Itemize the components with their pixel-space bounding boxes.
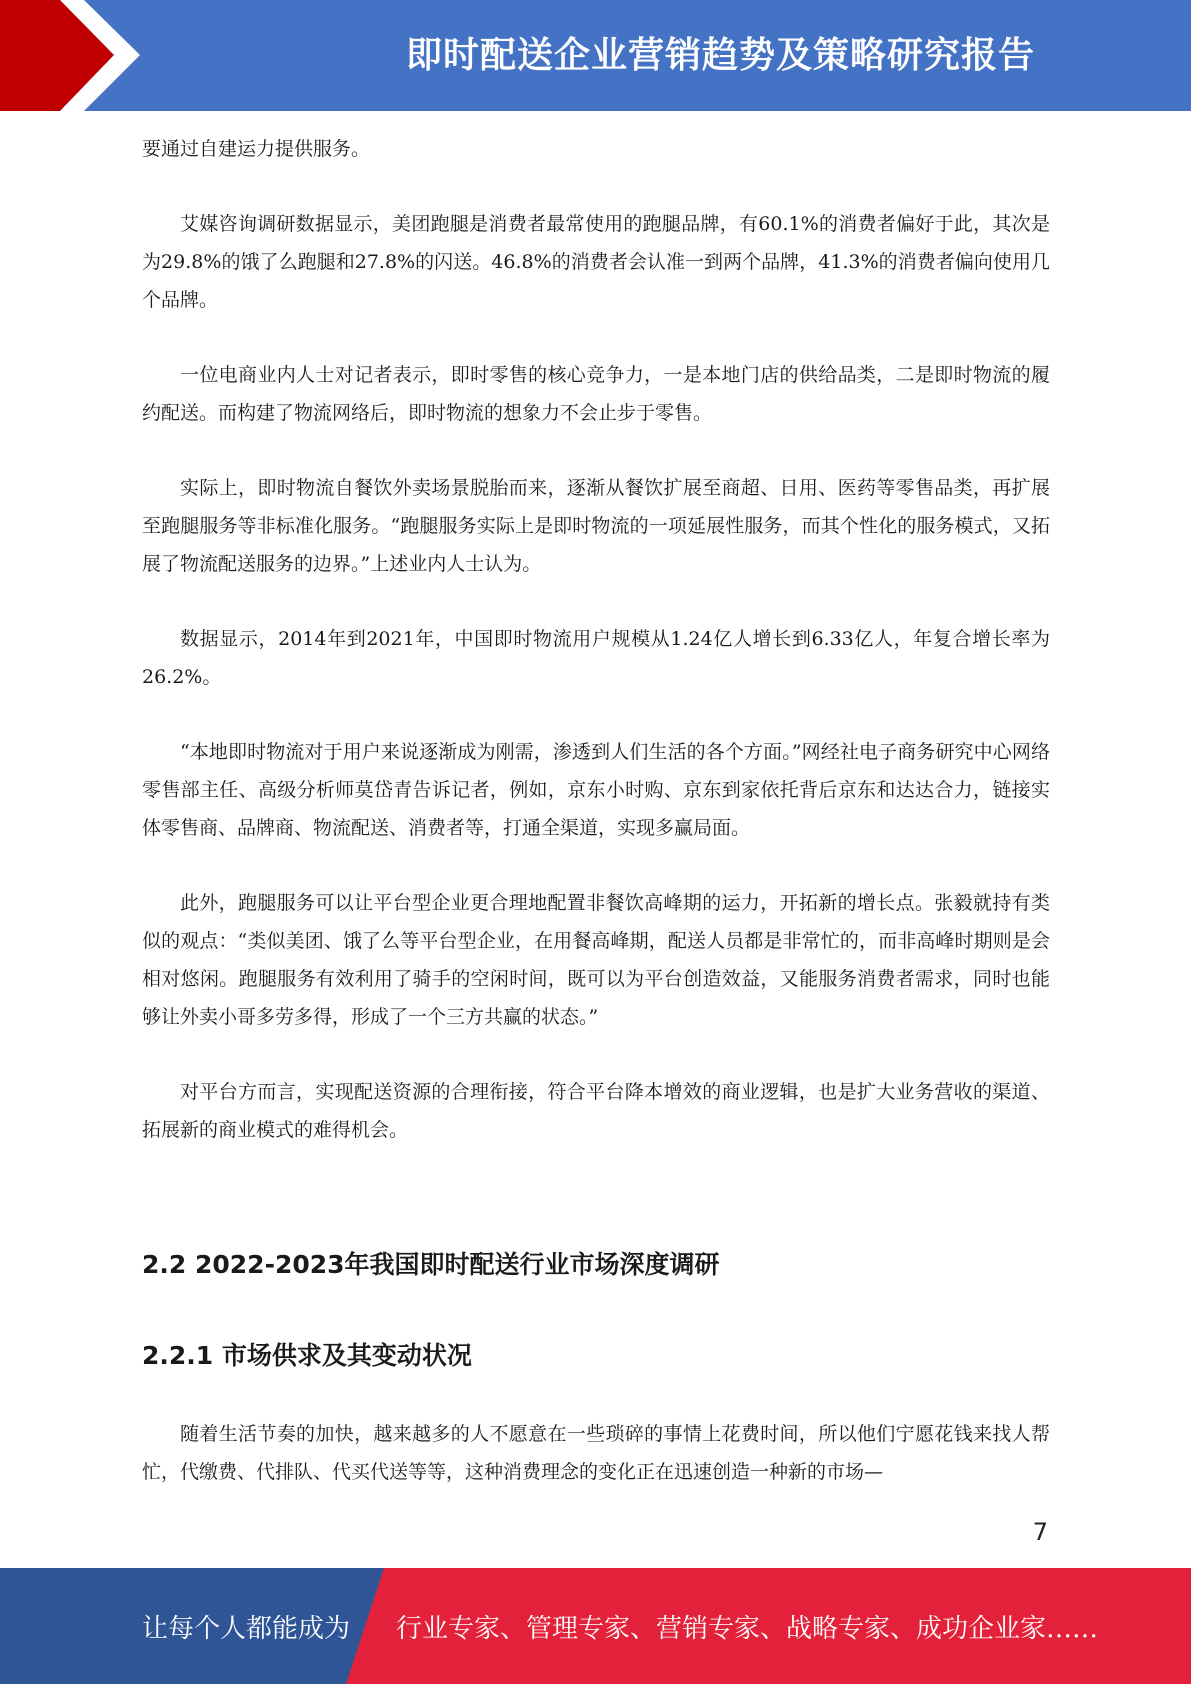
header-arrow-decoration [0,0,160,111]
page-content [142,130,1050,1186]
paragraph: 实际上，即时物流自餐饮外卖场景脱胎而来，逐渐从餐饮扩展至商超、日用、医药等零售品类，再扩展至跑腿服务等非标准化服务。“跑腿服务实际上是即时物流的一项延展性服务，而其个性化的服务模式，又拓展了物流配送服务的边界。”上述业内人士认为。 [142,477,1050,575]
footer-slogan-left: 让每个人都能成为 [142,1613,351,1644]
paragraph: 此外，跑腿服务可以让平台型企业更合理地配置非餐饮高峰期的运力，开拓新的增长点。张毅就持有类似的观点：“类似美团、饿了么等平台型企业，在用餐高峰期，配送人员都是非常忙的，而非高峰时期则是会相对悠闲。跑腿服务有效利用了骑手的空闲时间，既可以为平台创造效益，又能服务消费者需求，同时也能够让外卖小哥多劳多得，形成了一个三方共赢的状态。” [142,892,1050,1028]
header-banner [0,0,1191,111]
footer-slogan-right: 行业专家、管理专家、营销专家、战略专家、成功企业家…… [396,1613,1099,1644]
paragraph: 对平台方而言，实现配送资源的合理衔接，符合平台降本增效的商业逻辑，也是扩大业务营收的渠道、拓展新的商业模式的难得机会。 [142,1081,1050,1141]
section-heading-2-2-1: 2.2.1 市场供求及其变动状况 [142,1341,472,1370]
paragraph: 数据显示，2014年到2021年，中国即时物流用户规模从1.24亿人增长到6.33亿人，年复合增长率为26.2%。 [142,628,1050,688]
paragraph: “本地即时物流对于用户来说逐渐成为刚需，渗透到人们生活的各个方面。”网经社电子商务研究中心网络零售部主任、高级分析师莫岱青告诉记者，例如，京东小时购、京东到家依托背后京东和达达合力，链接实体零售商、品牌商、物流配送、消费者等，打通全渠道，实现多赢局面。 [142,741,1050,839]
paragraph: 艾媒咨询调研数据显示，美团跑腿是消费者最常使用的跑腿品牌，有60.1%的消费者偏好于此，其次是为29.8%的饿了么跑腿和27.8%的闪送。46.8%的消费者会认准一到两个品牌，41.3%的消费者偏向使用几个品牌。 [142,213,1050,311]
footer-banner [0,1568,1191,1684]
report-title: 即时配送企业营销趋势及策略研究报告 [405,34,1035,76]
section-heading-2-2: 2.2 2022-2023年我国即时配送行业市场深度调研 [142,1250,720,1279]
paragraph: 一位电商业内人士对记者表示，即时零售的核心竞争力，一是本地门店的供给品类，二是即时物流的履约配送。而构建了物流网络后，即时物流的想象力不会止步于零售。 [142,364,1050,424]
paragraph: 随着生活节奏的加快，越来越多的人不愿意在一些琐碎的事情上花费时间，所以他们宁愿花钱来找人帮忙，代缴费、代排队、代买代送等等，这种消费理念的变化正在迅速创造一种新的市场— [142,1423,1050,1483]
paragraph: 要通过自建运力提供服务。 [142,138,371,160]
page-number: 7 [1032,1518,1048,1546]
